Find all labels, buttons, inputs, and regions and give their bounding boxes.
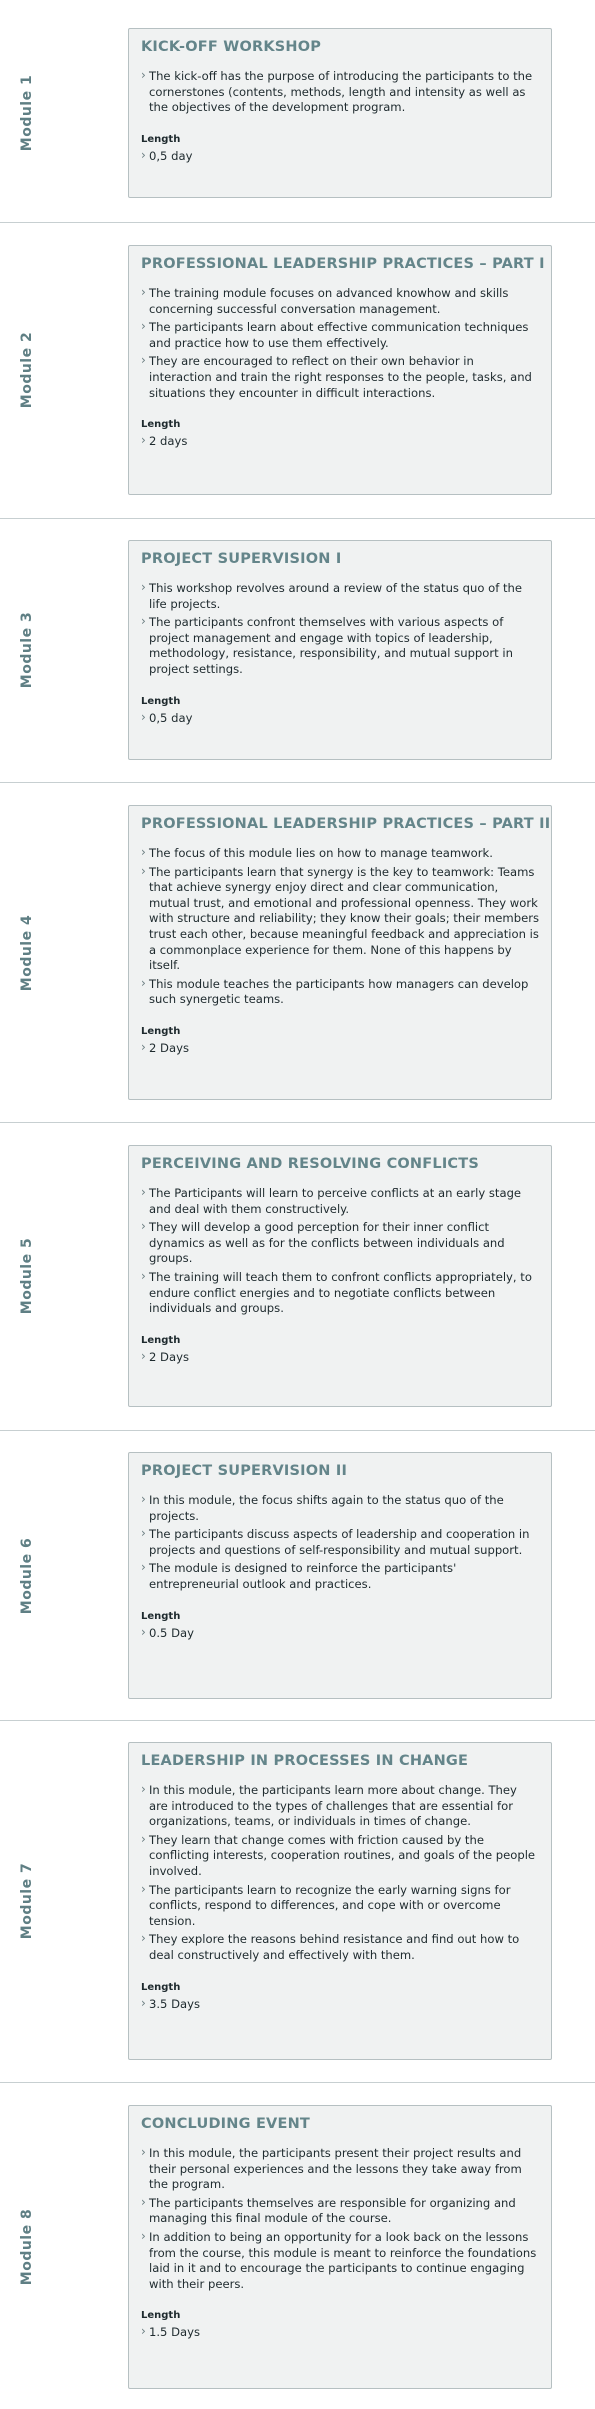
module-6-card bbox=[128, 1452, 552, 1699]
module-divider bbox=[0, 2082, 595, 2083]
module-divider bbox=[0, 1430, 595, 1431]
module-8-title: CONCLUDING EVENT bbox=[141, 2116, 311, 2132]
bullet-item: › The participants confront themselves with various aspects of project management and engage with topics of leadership, methodology, resistance, responsibility, and mutual support in project settings. bbox=[141, 615, 539, 677]
module-4-bullets bbox=[141, 846, 539, 1008]
module-7-title: LEADERSHIP IN PROCESSES IN CHANGE bbox=[141, 1753, 469, 1769]
module-8-bullets bbox=[141, 2146, 539, 2292]
module-3-length-value: › 0,5 day bbox=[141, 711, 539, 725]
module-divider bbox=[0, 782, 595, 783]
module-6-length-value: › 0.5 Day bbox=[141, 1626, 539, 1640]
module-5-bullets bbox=[141, 1186, 539, 1317]
module-2-bullets bbox=[141, 286, 539, 401]
bullet-item: › They learn that change comes with friction caused by the conflicting interests, cooperation routines, and goals of the people involved. bbox=[141, 1833, 539, 1880]
module-6-length-label: Length bbox=[141, 1610, 181, 1622]
module-6-label: Module 6 bbox=[19, 1537, 36, 1614]
module-3-bullets bbox=[141, 581, 539, 678]
module-divider bbox=[0, 222, 595, 223]
module-4-length-label: Length bbox=[141, 1025, 181, 1037]
bullet-item: › In this module, the focus shifts again to the status quo of the projects. bbox=[141, 1493, 539, 1524]
module-2-length-value: › 2 days bbox=[141, 434, 539, 448]
module-5-title: PERCEIVING AND RESOLVING CONFLICTS bbox=[141, 1156, 479, 1172]
module-4-length-value: › 2 Days bbox=[141, 1041, 539, 1055]
module-4-label: Module 4 bbox=[19, 914, 36, 991]
bullet-item: › The Participants will learn to perceive conflicts at an early stage and deal with them constructively. bbox=[141, 1186, 539, 1217]
module-4-title: PROFESSIONAL LEADERSHIP PRACTICES – PART II bbox=[141, 816, 551, 832]
module-1-title: KICK-OFF WORKSHOP bbox=[141, 39, 322, 55]
bullet-item: › This module teaches the participants how managers can develop such synergetic teams. bbox=[141, 977, 539, 1008]
module-5-length-label: Length bbox=[141, 1334, 181, 1346]
bullet-item: › They will develop a good perception for their inner conflict dynamics as well as for the conflicts between individuals and groups. bbox=[141, 1220, 539, 1267]
bullet-item: › The participants learn to recognize the early warning signs for conflicts, respond to differences, and cope with or overcome tension. bbox=[141, 1883, 539, 1930]
bullet-item: › The participants learn about effective communication techniques and practice how to use them effectively. bbox=[141, 320, 539, 351]
module-7-card bbox=[128, 1742, 552, 2060]
module-divider bbox=[0, 518, 595, 519]
module-7-label: Module 7 bbox=[19, 1862, 36, 1940]
module-7-bullets bbox=[141, 1783, 539, 1964]
bullet-item: › In this module, the participants learn more about change. They are introduced to the types of challenges that are essential for organizations, teams, or individuals in times of change. bbox=[141, 1783, 539, 1830]
module-divider bbox=[0, 1122, 595, 1123]
bullet-item: › The participants learn that synergy is the key to teamwork: Teams that achieve synergy enjoy direct and clear communication, mutual trust, and emotional and professional openness. They work with structure and reliability; they know their goals; their members trust each other, because meaningful feedback and appreciation is a commonplace experience for them. None of this happens by itself. bbox=[141, 865, 539, 974]
module-8-length-value: › 1.5 Days bbox=[141, 2325, 539, 2339]
bullet-item: › The participants discuss aspects of leadership and cooperation in projects and questions of self-responsibility and mutual support. bbox=[141, 1527, 539, 1558]
module-1-card bbox=[128, 28, 552, 198]
module-6-bullets bbox=[141, 1493, 539, 1593]
bullet-item: › The participants themselves are responsible for organizing and managing this final module of the course. bbox=[141, 2196, 539, 2227]
bullet-item: › In addition to being an opportunity for a look back on the lessons from the course, this module is meant to reinforce the foundations laid in it and to encourage the participants to continue engaging with their peers. bbox=[141, 2230, 539, 2292]
module-3-length-label: Length bbox=[141, 695, 181, 707]
module-5-label: Module 5 bbox=[19, 1237, 36, 1315]
bullet-item: › The training module focuses on advanced knowhow and skills concerning successful conversation management. bbox=[141, 286, 539, 317]
module-2-card bbox=[128, 245, 552, 495]
bullet-item: › In this module, the participants present their project results and their personal experiences and the lessons they take away from the program. bbox=[141, 2146, 539, 2193]
module-2-label: Module 2 bbox=[19, 331, 36, 409]
module-3-card bbox=[128, 540, 552, 760]
module-2-title: PROFESSIONAL LEADERSHIP PRACTICES – PART I bbox=[141, 256, 545, 272]
bullet-item: › They explore the reasons behind resistance and find out how to deal constructively and effectively with them. bbox=[141, 1932, 539, 1963]
module-7-length-label: Length bbox=[141, 1981, 181, 1993]
module-5-length-value: › 2 Days bbox=[141, 1350, 539, 1364]
bullet-item: › This workshop revolves around a review of the status quo of the life projects. bbox=[141, 581, 539, 612]
module-8-card bbox=[128, 2105, 552, 2389]
bullet-item: › The focus of this module lies on how to manage teamwork. bbox=[141, 846, 539, 862]
module-divider bbox=[0, 1720, 595, 1721]
module-6-title: PROJECT SUPERVISION II bbox=[141, 1463, 348, 1479]
module-3-label: Module 3 bbox=[19, 611, 36, 689]
module-1-bullets bbox=[141, 69, 539, 116]
module-1-label: Module 1 bbox=[19, 74, 36, 152]
module-1-length-value: › 0,5 day bbox=[141, 149, 539, 163]
module-8-length-label: Length bbox=[141, 2310, 181, 2322]
module-7-length-value: › 3.5 Days bbox=[141, 1997, 539, 2011]
bullet-item: › The module is designed to reinforce the participants' entrepreneurial outlook and practices. bbox=[141, 1561, 539, 1592]
module-8-label: Module 8 bbox=[19, 2208, 36, 2286]
module-2-length-label: Length bbox=[141, 419, 181, 431]
bullet-item: › The training will teach them to confront conflicts appropriately, to endure conflict energies and to negotiate conflicts between individuals and groups. bbox=[141, 1270, 539, 1317]
module-3-title: PROJECT SUPERVISION I bbox=[141, 551, 342, 567]
bullet-item: › The kick-off has the purpose of introducing the participants to the cornerstones (contents, methods, length and intensity as well as the objectives of the development program. bbox=[141, 69, 539, 116]
module-5-card bbox=[128, 1145, 552, 1407]
bullet-item: › They are encouraged to reflect on their own behavior in interaction and train the right responses to the people, tasks, and situations they encounter in difficult interactions. bbox=[141, 354, 539, 401]
module-4-card bbox=[128, 805, 552, 1100]
module-1-length-label: Length bbox=[141, 133, 181, 145]
